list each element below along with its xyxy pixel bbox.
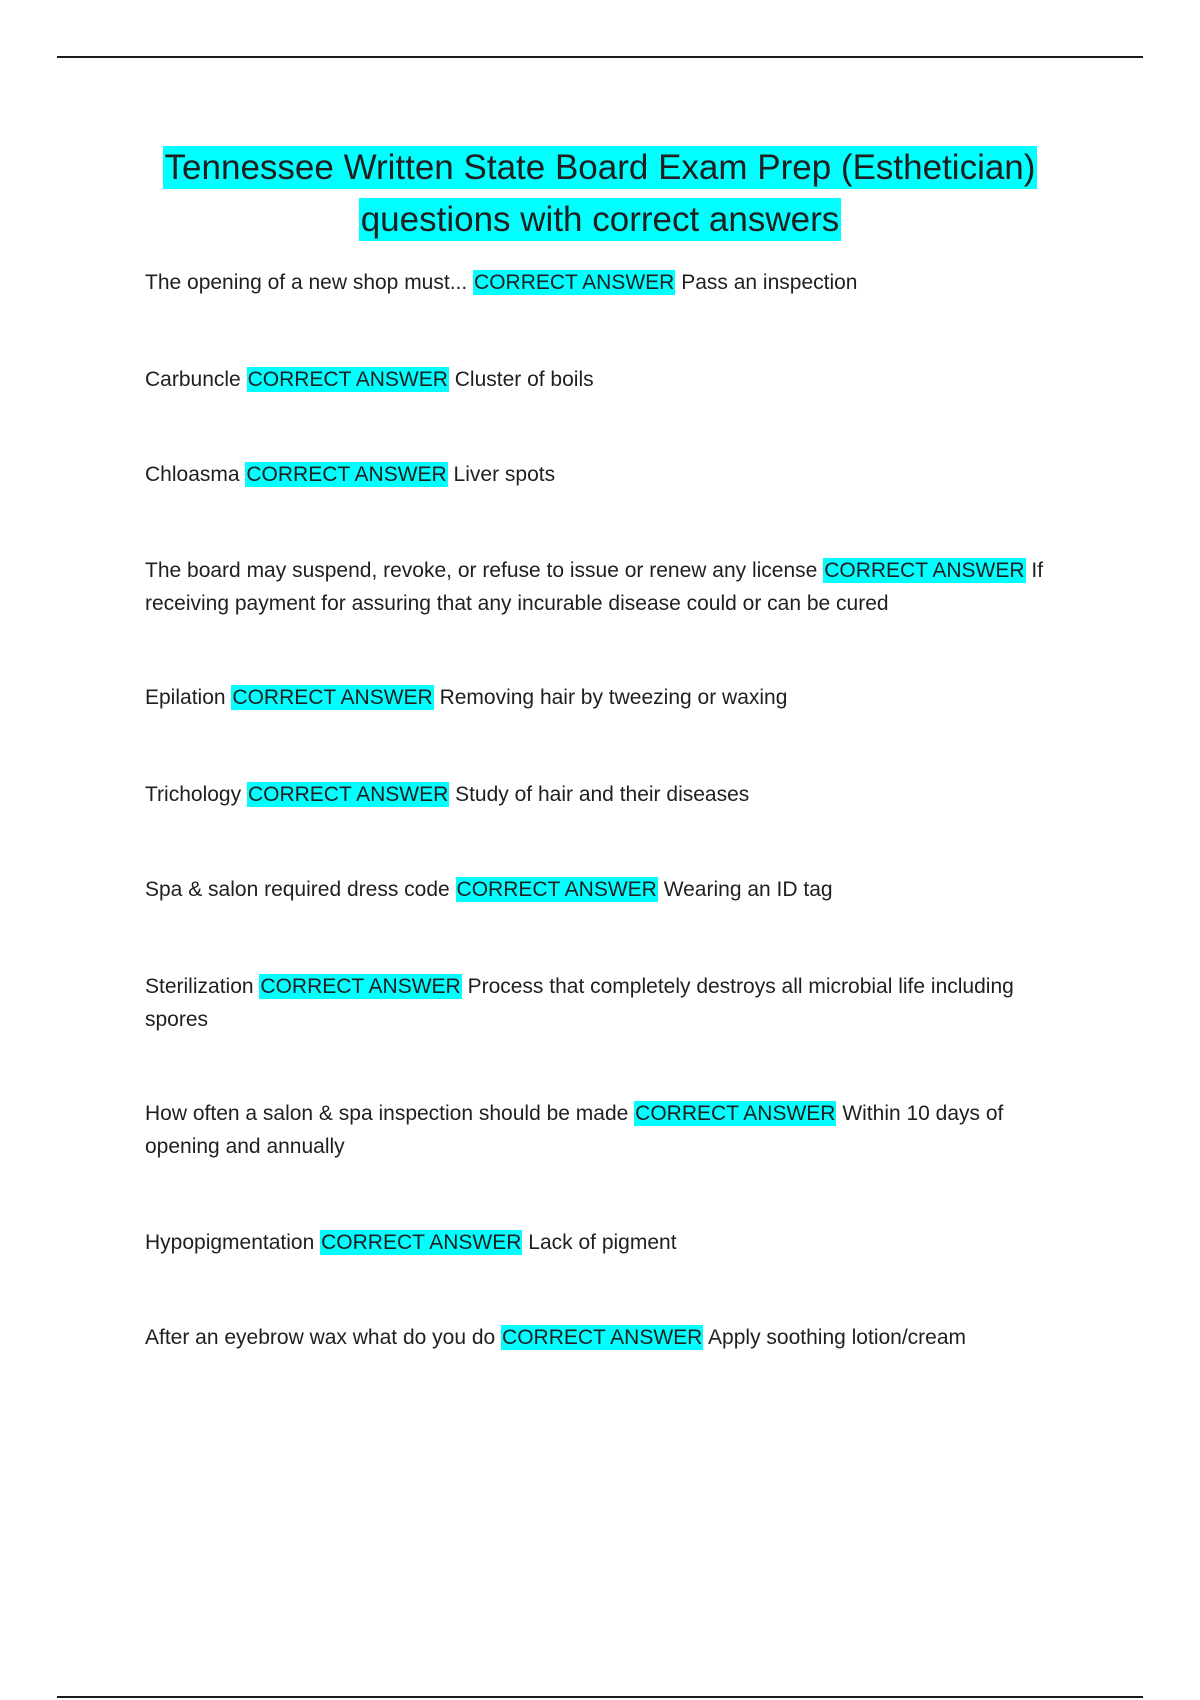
document-title xyxy=(100,142,1100,246)
correct-answer-tag: CORRECT ANSWER xyxy=(456,878,657,901)
qa-item xyxy=(145,873,1065,906)
question-text: Hypopigmentation xyxy=(145,1231,315,1254)
qa-item xyxy=(145,554,1065,620)
question-text: Epilation xyxy=(145,686,226,709)
question-text: Carbuncle xyxy=(145,368,241,391)
title-highlight: Tennessee Written State Board Exam Prep (Esthetician) questions with correct answers xyxy=(164,148,1036,239)
question-text: Sterilization xyxy=(145,975,254,998)
correct-answer-tag: CORRECT ANSWER xyxy=(635,1102,836,1125)
correct-answer-tag: CORRECT ANSWER xyxy=(260,975,461,998)
top-rule xyxy=(57,56,1143,58)
question-text: Trichology xyxy=(145,783,242,806)
qa-item xyxy=(145,970,1065,1036)
correct-answer-tag: CORRECT ANSWER xyxy=(232,686,433,709)
correct-answer-tag: CORRECT ANSWER xyxy=(502,1326,703,1349)
question-text: Spa & salon required dress code xyxy=(145,878,450,901)
qa-item xyxy=(145,1321,1065,1354)
qa-item xyxy=(145,458,1065,491)
answer-text: If receiving payment for assuring that any incurable disease could or can be cured xyxy=(145,559,1044,615)
correct-answer-tag: CORRECT ANSWER xyxy=(247,368,448,391)
correct-answer-tag: CORRECT ANSWER xyxy=(246,463,447,486)
answer-text: Liver spots xyxy=(453,463,556,486)
qa-item xyxy=(145,1226,1065,1259)
qa-item xyxy=(145,1097,1065,1163)
answer-text: Study of hair and their diseases xyxy=(455,783,750,806)
question-text: Chloasma xyxy=(145,463,240,486)
question-text: After an eyebrow wax what do you do xyxy=(145,1326,496,1349)
correct-answer-tag: CORRECT ANSWER xyxy=(824,559,1025,582)
qa-item xyxy=(145,363,1065,396)
correct-answer-tag: CORRECT ANSWER xyxy=(474,271,675,294)
answer-text: Cluster of boils xyxy=(454,368,594,391)
answer-text: Lack of pigment xyxy=(528,1231,677,1254)
question-text: How often a salon & spa inspection should be made xyxy=(145,1102,629,1125)
answer-text: Process that completely destroys all microbial life including spores xyxy=(145,975,1014,1031)
answer-text: Wearing an ID tag xyxy=(663,878,833,901)
question-text: The opening of a new shop must... xyxy=(145,271,468,294)
bottom-rule xyxy=(57,1696,1143,1698)
question-text: The board may suspend, revoke, or refuse to issue or renew any license xyxy=(145,559,818,582)
answer-text: Within 10 days of opening and annually xyxy=(145,1102,1004,1158)
correct-answer-tag: CORRECT ANSWER xyxy=(247,783,449,806)
answer-text: Pass an inspection xyxy=(681,271,858,294)
answer-text: Apply soothing lotion/cream xyxy=(708,1326,967,1349)
qa-item xyxy=(145,681,1065,714)
qa-item xyxy=(145,778,1065,811)
qa-item xyxy=(145,266,1065,299)
correct-answer-tag: CORRECT ANSWER xyxy=(321,1231,522,1254)
answer-text: Removing hair by tweezing or waxing xyxy=(439,686,788,709)
